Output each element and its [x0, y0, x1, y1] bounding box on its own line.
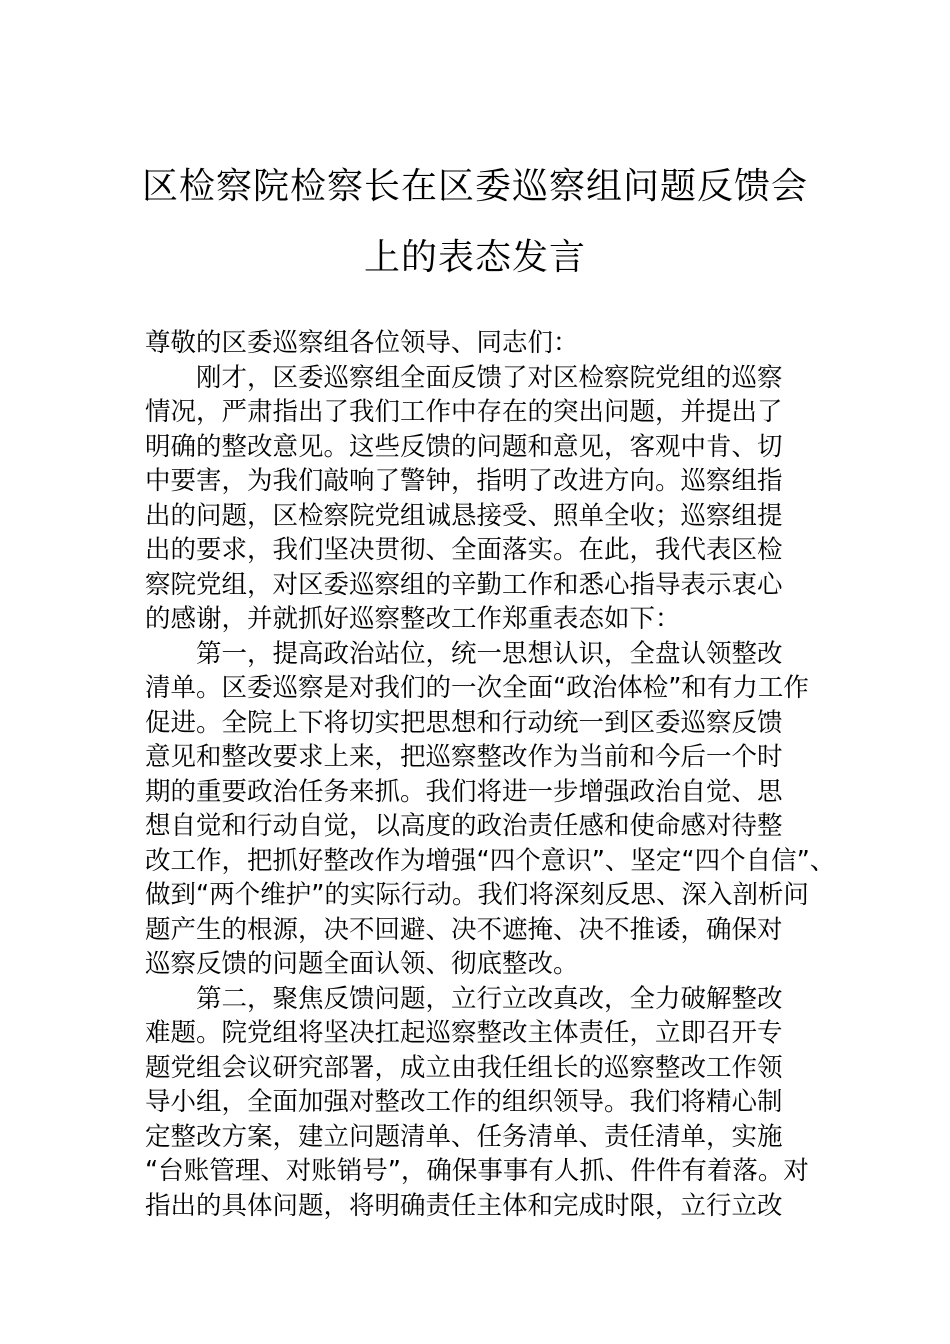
body-text-line: 明确的整改意见。这些反馈的问题和意见，客观中肯、切 [145, 431, 783, 462]
body-text-line: 出的问题，区检察院党组诚恳接受、照单全收；巡察组提 [145, 500, 783, 531]
document-body [145, 326, 836, 1223]
body-text-line: 的感谢，并就抓好巡察整改工作郑重表态如下： [145, 604, 681, 634]
body-text-line: 想自觉和行动自觉，以高度的政治责任感和使命感对待整 [145, 811, 783, 841]
body-text-line: 题党组会议研究部署，成立由我任组长的巡察整改工作领 [145, 1052, 783, 1083]
body-text-line: 意见和整改要求上来，把巡察整改作为当前和今后一个时 [145, 742, 783, 772]
document-title-line-2: 上的表态发言 [363, 237, 586, 278]
body-text-line: 做到“两个维护”的实际行动。我们将深刻反思、深入剖析问 [145, 880, 809, 910]
body-text-line: 中要害，为我们敲响了警钟，指明了改进方向。巡察组指 [145, 466, 783, 496]
body-text-line: 出的要求，我们坚决贯彻、全面落实。在此，我代表区检 [145, 535, 783, 565]
body-text-line: 清单。区委巡察是对我们的一次全面“政治体检”和有力工作 [145, 673, 809, 703]
body-text-line: 题产生的根源，决不回避、决不遮掩、决不推诿，确保对 [145, 914, 783, 945]
body-text-line: 促进。全院上下将切实把思想和行动统一到区委巡察反馈 [145, 707, 783, 738]
body-text-line: 尊敬的区委巡察组各位领导、同志们： [145, 328, 579, 358]
body-text-line: 期的重要政治任务来抓。我们将进一步增强政治自觉、思 [145, 776, 783, 807]
body-text-line: 巡察反馈的问题全面认领、彻底整改。 [145, 949, 579, 979]
body-text-line: 刚才，区委巡察组全面反馈了对区检察院党组的巡察 [196, 362, 783, 393]
body-text-line: 情况，严肃指出了我们工作中存在的突出问题，并提出了 [145, 397, 783, 427]
document-title-line-1: 区检察院检察长在区委巡察组问题反馈会 [141, 166, 808, 207]
body-text-line: 改工作，把抓好整改作为增强“四个意识”、坚定“四个自信”、 [145, 845, 836, 876]
body-text-line: 第一，提高政治站位，统一思想认识，全盘认领整改 [196, 638, 783, 669]
body-text-line: 第二，聚焦反馈问题，立行立改真改，全力破解整改 [196, 983, 783, 1014]
body-text-line: 察院党组，对区委巡察组的辛勤工作和悉心指导表示衷心 [145, 569, 783, 600]
body-text-line: 难题。院党组将坚决扛起巡察整改主体责任，立即召开专 [145, 1018, 783, 1048]
body-text-line: 指出的具体问题，将明确责任主体和完成时限，立行立改 [145, 1190, 783, 1221]
body-text-line: “台账管理、对账销号”，确保事事有人抓、件件有着落。对 [145, 1156, 809, 1186]
body-text-line: 导小组，全面加强对整改工作的组织领导。我们将精心制 [145, 1087, 783, 1117]
body-text-line: 定整改方案，建立问题清单、任务清单、责任清单，实施 [145, 1121, 783, 1152]
